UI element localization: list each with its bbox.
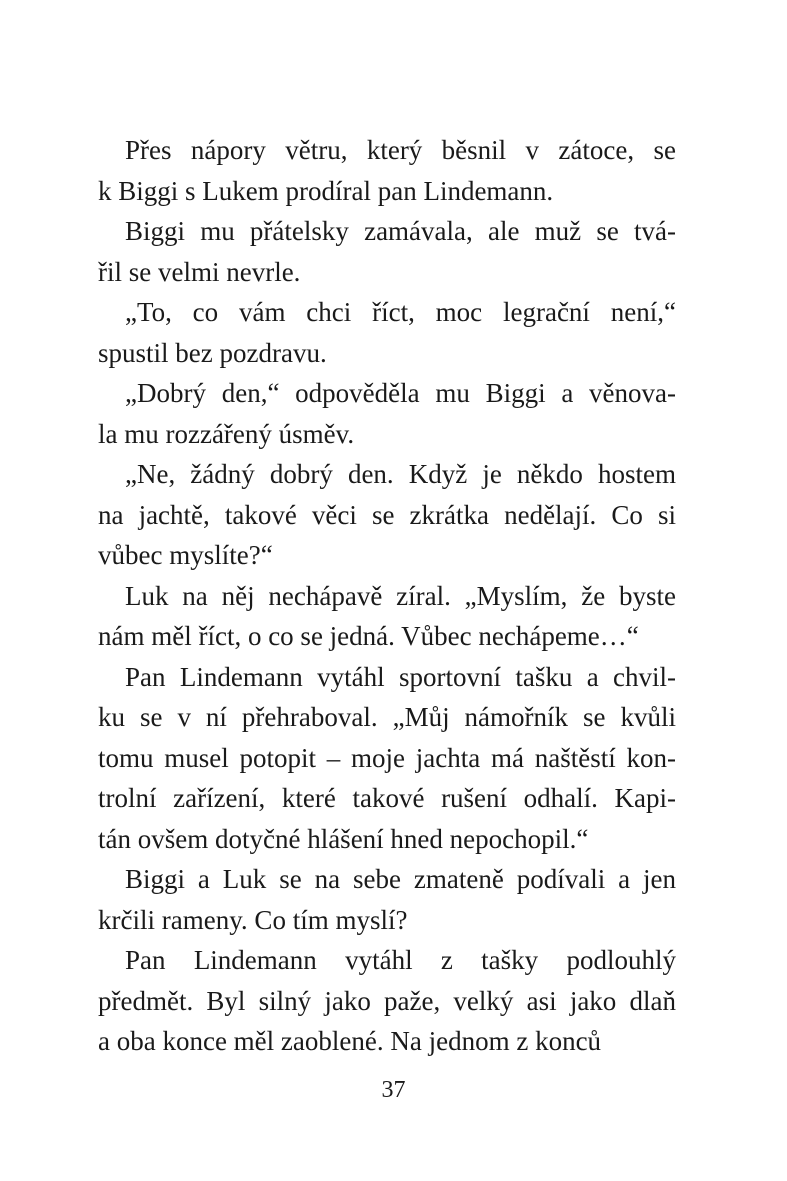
text-line: řil se velmi nevrle.	[98, 256, 301, 287]
text-line: Luk na něj nechápavě zíral. „Myslím, že byste	[125, 580, 676, 611]
text-line: tomu musel potopit – moje jachta má naštěstí kon-	[98, 742, 676, 773]
text-line: a oba konce měl zaoblené. Na jednom z konců	[98, 1026, 602, 1056]
text-line: „Dobrý den,“ odpověděla mu Biggi a věnova-	[125, 378, 676, 408]
text-line: „Ne, žádný dobrý den. Když je někdo hostem	[125, 459, 676, 489]
text-line: tán ovšem dotyčné hlášení hned nepochopil.“	[98, 823, 589, 854]
text-line: la mu rozzářený úsměv.	[98, 418, 355, 449]
text-line: Biggi a Luk se na sebe zmateně podívali a jen	[125, 864, 676, 894]
text-line: krčili rameny. Co tím myslí?	[98, 904, 408, 935]
body-text	[98, 130, 676, 1062]
text-line: spustil bez pozdravu.	[98, 337, 327, 368]
text-line: ku se v ní přehraboval. „Můj námořník se kvůli	[98, 702, 676, 732]
paragraph	[98, 211, 676, 292]
text-line: Biggi mu přátelsky zamávala, ale muž se tvá-	[125, 216, 676, 246]
text-line: vůbec myslíte?“	[98, 540, 273, 570]
page-number: 37	[381, 1077, 406, 1103]
text-line: „To, co vám chci říct, moc legrační není,“	[125, 297, 676, 327]
text-line: nám měl říct, o co se jedná. Vůbec nechápeme…“	[98, 621, 639, 651]
text-line: Přes nápory větru, který běsnil v zátoce, se	[125, 135, 676, 165]
text-line: trolní zařízení, které takové rušení odhalí. Kapi-	[98, 783, 676, 813]
paragraph	[98, 292, 676, 373]
paragraph	[98, 657, 676, 860]
paragraph	[98, 373, 676, 454]
paragraph	[98, 940, 676, 1062]
paragraph	[98, 859, 676, 940]
text-line: Pan Lindemann vytáhl sportovní tašku a chvil-	[125, 661, 676, 692]
paragraph	[98, 454, 676, 576]
text-line: k Biggi s Lukem prodíral pan Lindemann.	[98, 175, 554, 206]
paragraph	[98, 130, 676, 211]
text-line: Pan Lindemann vytáhl z tašky podlouhlý	[125, 945, 676, 975]
paragraph	[98, 576, 676, 657]
text-line: na jachtě, takové věci se zkrátka nedělají. Co si	[98, 499, 676, 530]
text-line: předmět. Byl silný jako paže, velký asi jako dlaň	[98, 985, 676, 1016]
